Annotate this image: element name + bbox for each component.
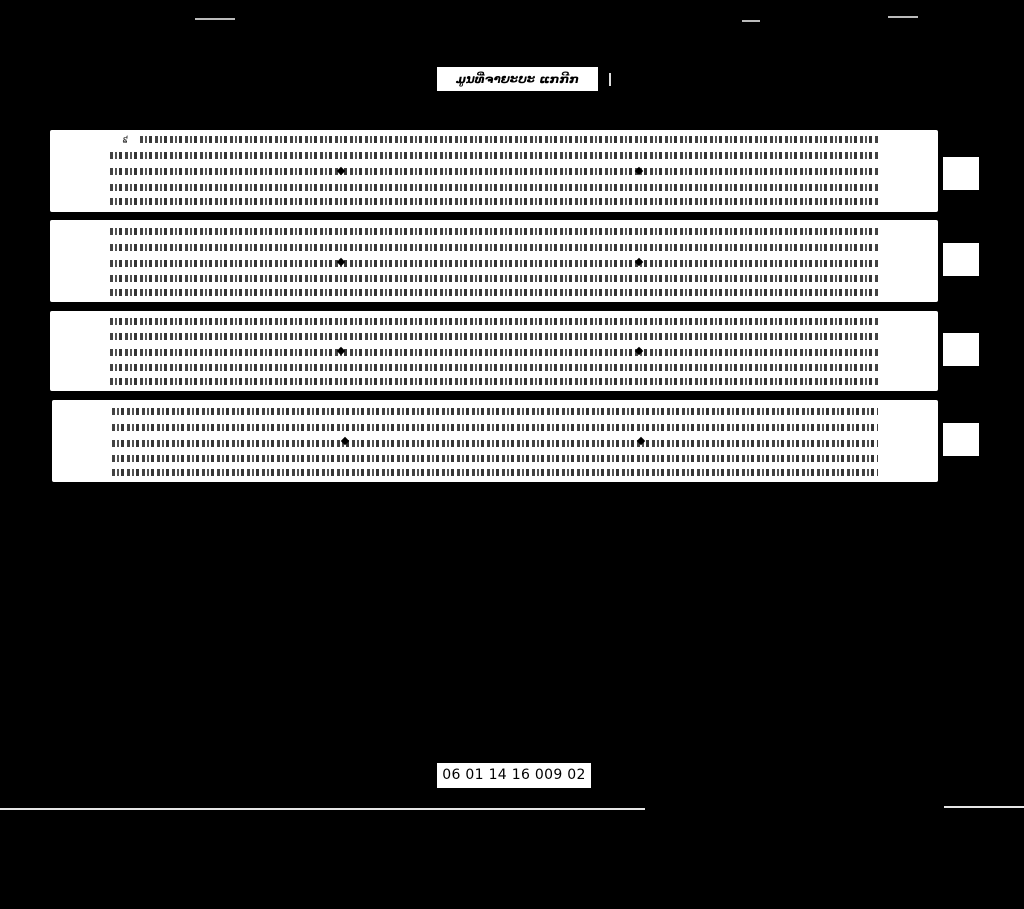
scan-noise [742, 20, 760, 22]
script-line [110, 275, 878, 282]
document-code-label: 06 01 14 16 009 02 [437, 763, 591, 788]
folio-number: ៩ [122, 135, 132, 148]
script-line [140, 136, 878, 143]
script-line [110, 184, 878, 191]
page-title: ມູນທີ່ຈາຍະບະ ແກກີກ [437, 67, 598, 91]
script-line [110, 168, 878, 175]
header-tick-mark [609, 73, 611, 86]
palm-leaf-folio [50, 311, 938, 391]
divider-line [944, 806, 1024, 808]
folio-tab [943, 243, 979, 276]
script-line [110, 198, 878, 205]
divider-line [0, 808, 645, 810]
script-line [110, 349, 878, 356]
palm-leaf-folio [50, 220, 938, 302]
script-line [110, 364, 878, 371]
script-line [112, 408, 878, 415]
script-line [112, 469, 878, 476]
scan-noise [195, 18, 235, 20]
folio-tab [943, 423, 979, 456]
script-line [110, 333, 878, 340]
script-line [110, 244, 878, 251]
script-line [110, 318, 878, 325]
palm-leaf-folio [50, 130, 938, 212]
script-line [110, 152, 878, 159]
script-line [112, 455, 878, 462]
script-line [110, 289, 878, 296]
script-line [112, 440, 878, 447]
palm-leaf-folio [52, 400, 938, 482]
folio-tab [943, 333, 979, 366]
script-line [110, 260, 878, 267]
script-line [110, 228, 878, 235]
scan-noise [888, 16, 918, 18]
script-line [112, 424, 878, 431]
script-line [110, 378, 878, 385]
folio-tab [943, 157, 979, 190]
